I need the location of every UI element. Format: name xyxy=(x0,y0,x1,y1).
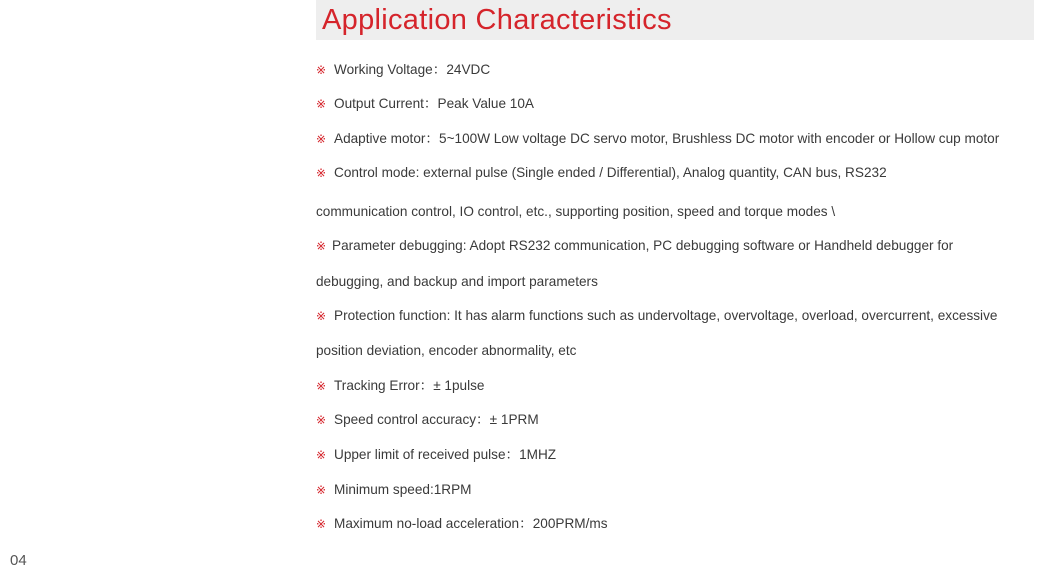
item-text: Parameter debugging: Adopt RS232 communication, PC debugging software or Handheld debugger for xyxy=(332,238,954,253)
reference-mark-icon: ※ xyxy=(316,132,327,146)
list-item-working-voltage xyxy=(316,61,490,79)
list-item-tracking-error xyxy=(316,377,485,395)
list-item-adaptive-motor xyxy=(316,130,999,148)
item-text: Adaptive motor：5~100W Low voltage DC servo motor, Brushless DC motor with encoder or Hollow cup motor xyxy=(334,131,1000,146)
reference-mark-icon: ※ xyxy=(316,63,327,77)
reference-mark-icon: ※ xyxy=(316,309,327,323)
reference-mark-icon: ※ xyxy=(316,413,327,427)
list-item-protection-function-continued: position deviation, encoder abnormality, etc xyxy=(316,343,577,358)
item-text: Minimum speed:1RPM xyxy=(334,482,472,497)
list-item-protection-function xyxy=(316,307,997,325)
reference-mark-icon: ※ xyxy=(316,517,327,531)
list-item-control-mode-continued: communication control, IO control, etc., supporting position, speed and torque modes \ xyxy=(316,204,836,219)
item-text: Tracking Error：± 1pulse xyxy=(334,378,485,393)
list-item-upper-limit-pulse xyxy=(316,446,556,464)
list-item-parameter-debugging-continued: debugging, and backup and import parameters xyxy=(316,274,598,289)
reference-mark-icon: ※ xyxy=(316,97,327,111)
list-item-parameter-debugging xyxy=(316,237,953,255)
list-item-control-mode xyxy=(316,164,887,182)
page-title: Application Characteristics xyxy=(322,4,672,36)
list-item-minimum-speed xyxy=(316,481,472,499)
reference-mark-icon: ※ xyxy=(316,379,327,393)
list-item-max-acceleration xyxy=(316,515,608,533)
reference-mark-icon: ※ xyxy=(316,166,327,180)
item-text: Maximum no-load acceleration：200PRM/ms xyxy=(334,516,608,531)
list-item-speed-accuracy xyxy=(316,411,539,429)
reference-mark-icon: ※ xyxy=(316,483,327,497)
list-item-output-current xyxy=(316,95,534,113)
reference-mark-icon: ※ xyxy=(316,239,327,253)
reference-mark-icon: ※ xyxy=(316,448,327,462)
item-text: Control mode: external pulse (Single ended / Differential), Analog quantity, CAN bus, RS232 xyxy=(334,165,887,180)
item-text: Speed control accuracy：± 1PRM xyxy=(334,412,539,427)
item-text: Output Current：Peak Value 10A xyxy=(334,96,534,111)
item-text: Protection function: It has alarm functions such as undervoltage, overvoltage, overload, overcurrent, excessive xyxy=(334,308,998,323)
item-text: Upper limit of received pulse：1MHZ xyxy=(334,447,557,462)
page-number: 04 xyxy=(10,552,27,569)
item-text: Working Voltage：24VDC xyxy=(334,62,491,77)
